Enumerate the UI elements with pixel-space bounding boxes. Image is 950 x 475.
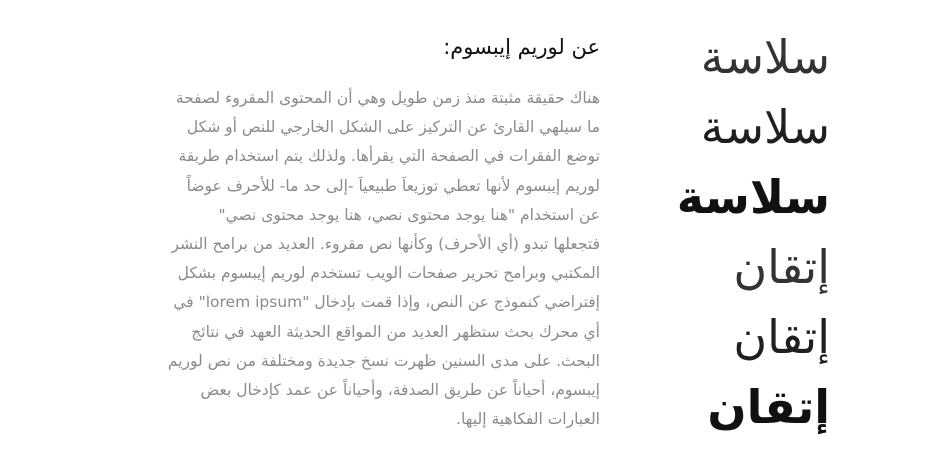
paragraph-line: البحث. على مدى السنين ظهرت نسخ جديدة ومختلفة من نص لوريم bbox=[167, 351, 600, 370]
paragraph-line: هناك حقيقة مثبتة منذ زمن طويل وهي أن المحتوى المقروء لصفحة bbox=[175, 89, 600, 107]
paragraph-line: ما سيلهي القارئ عن التركيز على الشكل الخارجي للنص أو شكل bbox=[186, 118, 600, 137]
paragraph-line: أي محرك بحث ستظهر العديد من المواقع الحديثة العهد في نتائج bbox=[191, 322, 600, 341]
paragraph-line: فتجعلها تبدو (أي الأحرف) وكأنها نص مقروء. العديد من برامح النشر bbox=[171, 235, 600, 254]
specimen-word-bold-1: سلاسة bbox=[676, 170, 830, 224]
paragraph-heading: عن لوريم إيبسوم: bbox=[443, 35, 600, 59]
specimen-word-light-1: سلاسة bbox=[700, 30, 830, 84]
paragraph-line: إيبسوم، أحياناً عن طريق الصدفة، وأحياناً عن عمد كإدخال بعض bbox=[200, 381, 600, 400]
font-weight-specimen bbox=[650, 22, 830, 442]
paragraph-line: لوريم إيبسوم لأنها تعطي توزيعاَ طبيعياَ -إلى حد ما- للأحرف عوضاً bbox=[186, 176, 600, 195]
specimen-word-bold-2: إتقان bbox=[707, 380, 830, 434]
specimen-word-light-2: إتقان bbox=[733, 240, 830, 294]
specimen-word-regular-1: سلاسة bbox=[700, 100, 830, 154]
sample-paragraph bbox=[100, 32, 600, 434]
specimen-word-regular-2: إتقان bbox=[733, 310, 830, 364]
paragraph-line: عن استخدام "هنا يوجد محتوى نصي، هنا يوجد محتوى نصي" bbox=[218, 205, 600, 224]
paragraph-line: المكتبي وبرامح تحرير صفحات الويب تستخدم لوريم إيبسوم بشكل bbox=[177, 264, 600, 283]
paragraph-line: توضع الفقرات في الصفحة التي يقرأها. ولذلك يتم استخدام طريقة bbox=[178, 147, 600, 166]
paragraph-line: العبارات الفكاهية إليها. bbox=[456, 410, 600, 429]
paragraph-line: إفتراضي كنموذج عن النص، وإذا قمت بإدخال "lorem ipsum" في bbox=[173, 293, 600, 312]
